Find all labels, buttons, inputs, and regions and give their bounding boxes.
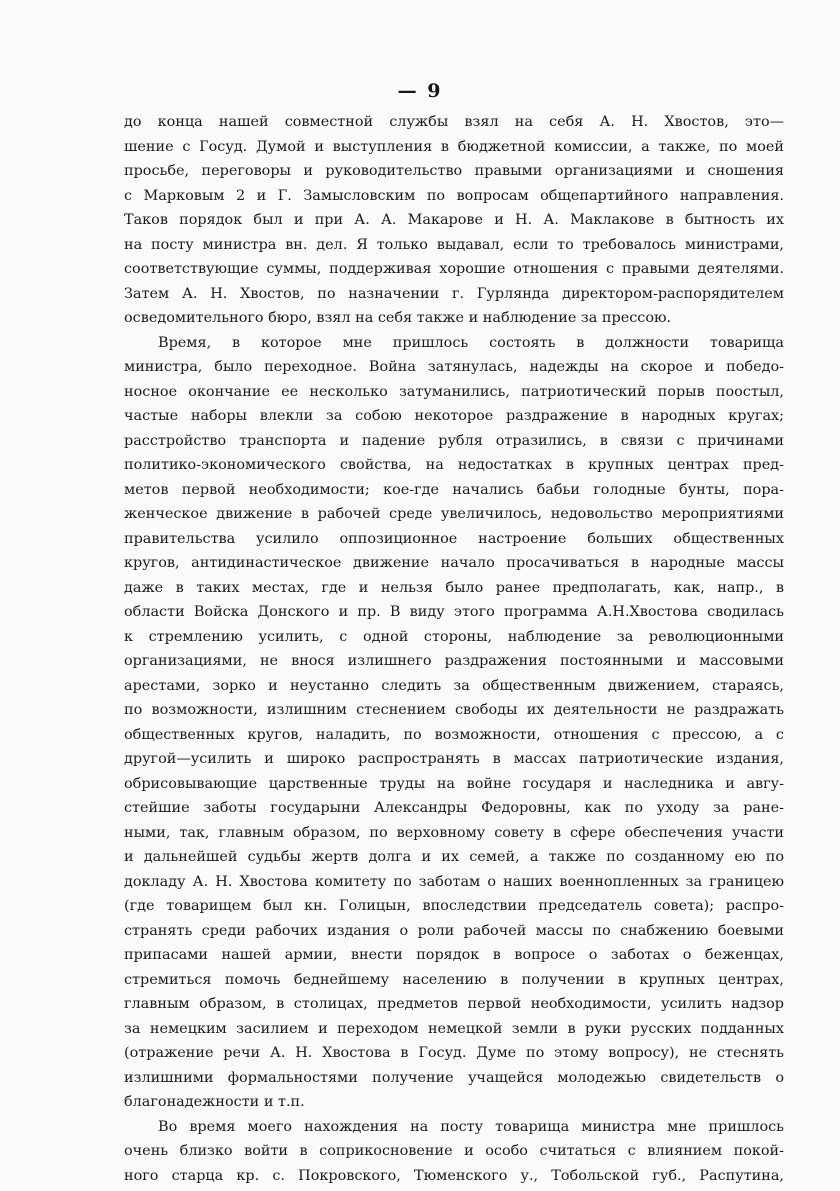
text-line: с Марковым 2 и Г. Замысловским по вопросам общепартийного направления.: [124, 187, 784, 204]
text-line: носное окончание ее несколько затуманились, патриотический порыв поостыл,: [124, 383, 784, 400]
text-line: даже в таких местах, где и нельзя было ранее предполагать, как, напр., в: [124, 579, 784, 596]
text-line: министра, было переходное. Война затянулась, надежды на скорое и победо-: [124, 359, 784, 375]
text-line: за немецким засилием и переходом немецкой земли в руки русских подданных: [124, 1020, 784, 1037]
page-number: — 9: [397, 80, 443, 102]
text-line: и дальнейшей судьбы жертв долга и их семей, а также по созданному ею по: [124, 849, 784, 865]
text-line: осведомительного бюро, взял на себя также и наблюдение за прессою.: [124, 310, 672, 326]
text-line: ного старца кр. с. Покровского, Тюменского у., Тобольской губ., Распутина,: [124, 1167, 784, 1184]
text-line: другой—усилить и широко распространять в массах патриотические издания,: [124, 751, 784, 767]
text-line: излишними формальностями получение учащейся молодежью свидетельств о: [124, 1069, 784, 1086]
text-line: общественных кругов, наладить, по возможности, отношения с прессою, а с: [124, 726, 784, 743]
text-line: соответствующие суммы, поддерживая хорошие отношения с правыми деятелями.: [124, 261, 784, 277]
text-line: шение с Госуд. Думой и выступления в бюджетной комиссии, а также, по моей: [124, 138, 784, 155]
text-line: Время, в которое мне пришлось состоять в должности товарища: [158, 334, 784, 351]
text-line: очень близко войти в соприкосновение и особо считаться с влиянием покой-: [124, 1143, 784, 1159]
document-body: [124, 110, 784, 1188]
text-line: области Войска Донского и пр. В виду этого программа А.Н.Хвостова сводилась: [124, 604, 784, 620]
text-line: кругов, антидинастическое движение начало просачиваться в народные массы: [124, 555, 784, 571]
text-line: Во время моего нахождения на посту товарища министра мне пришлось: [158, 1118, 784, 1135]
text-line: организациями, не внося излишнего раздражения постоянными и массовыми: [124, 653, 784, 669]
text-line: женческое движение в рабочей среде увеличилось, недовольство мероприятиями: [124, 506, 784, 522]
text-line: политико-экономического свойства, на недостатках в крупных центрах пред-: [124, 457, 784, 473]
text-line: стремиться помочь беднейшему населению в получении в крупных центрах,: [124, 971, 784, 988]
text-line: до конца нашей совместной службы взял на себя А. Н. Хвостов, это—: [124, 114, 784, 130]
text-line: (где товарищем был кн. Голицын, впоследствии председатель совета); распро-: [124, 898, 784, 914]
text-line: странять среди рабочих издания о роли рабочей массы по снабжению боевыми: [124, 922, 784, 939]
text-line: частые наборы влекли за собою некоторое раздражение в народных кругах;: [124, 408, 784, 424]
text-line: обрисовывающие царственные труды на войне государя и наследника и авгу-: [124, 775, 784, 792]
text-line: главным образом, в столицах, предметов первой необходимости, усилить надзор: [124, 996, 784, 1012]
text-line: (отражение речи А. Н. Хвостова в Госуд. Думе по этому вопросу), не стеснять: [124, 1045, 784, 1061]
text-line: на посту министра вн. дел. Я только выдавал, если то требовалось министрами,: [124, 236, 784, 253]
text-line: Затем А. Н. Хвостов, по назначении г. Гурлянда директором-распорядителем: [124, 285, 784, 302]
text-line: метов первой необходимости; кое-где начались бабьи голодные бунты, пора-: [124, 481, 784, 498]
text-line: докладу А. Н. Хвостова комитету по заботам о наших военнопленных за границею: [124, 873, 784, 890]
text-line: припасами нашей армии, внести порядок в вопросе о заботах о беженцах,: [124, 947, 784, 963]
text-line: к стремлению усилить, с одной стороны, наблюдение за революционными: [124, 628, 784, 645]
text-line: правительства усилило оппозиционное настроение больших общественных: [124, 530, 784, 547]
text-line: благонадежности и т.п.: [124, 1094, 305, 1110]
text-line: Таков порядок был и при А. А. Макарове и Н. А. Маклакове в бытность их: [124, 212, 784, 228]
text-line: стейшие заботы государыни Александры Федоровны, как по уходу за ране-: [124, 800, 784, 816]
text-line: ными, так, главным образом, по верховному совету в сфере обеспечения участи: [124, 824, 784, 841]
text-line: по возможности, излишним стеснением свободы их деятельности не раздражать: [124, 702, 784, 718]
text-line: просьбе, переговоры и руководительство правыми организациями и сношения: [124, 163, 784, 179]
text-line: расстройство транспорта и падение рубля отразились, в связи с причинами: [124, 432, 784, 449]
text-line: арестами, зорко и неустанно следить за общественным движением, стараясь,: [124, 677, 784, 694]
